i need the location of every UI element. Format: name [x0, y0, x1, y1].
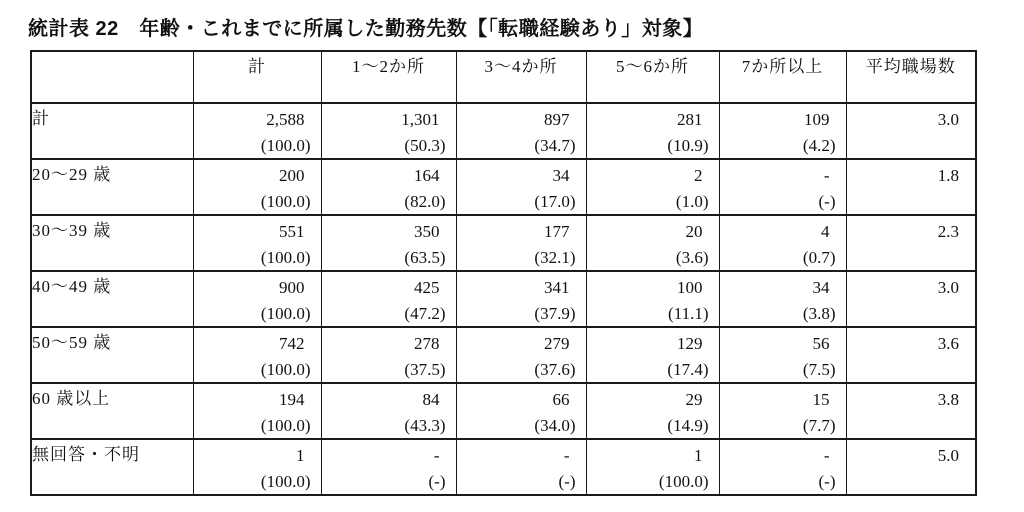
cell-value: 100 [677, 278, 703, 297]
cell-percentage: (14.9) [667, 416, 709, 435]
average-cell [846, 439, 976, 495]
data-cell [456, 215, 586, 271]
data-cell [193, 271, 321, 327]
cell-value: - [563, 446, 570, 465]
cell-value: 2 [694, 166, 703, 185]
cell-percentage: (1.0) [675, 192, 709, 211]
column-header-1-2: 1～2か所 [321, 51, 456, 103]
column-header-7plus: 7か所以上 [719, 51, 846, 103]
cell-value: 3.6 [937, 334, 959, 353]
data-cell [193, 439, 321, 495]
average-cell [846, 271, 976, 327]
data-cell [456, 271, 586, 327]
cell-value: 3.0 [937, 110, 959, 129]
cell-percentage: (-) [818, 192, 836, 211]
cell-value: 742 [279, 334, 305, 353]
table-title: 統計表 22 年齢・これまでに所属した勤務先数【「転職経験あり」対象】 [28, 18, 704, 40]
data-cell [193, 215, 321, 271]
table-row [31, 215, 976, 271]
cell-value: - [433, 446, 440, 465]
cell-percentage: (82.0) [404, 192, 446, 211]
table-row [31, 439, 976, 495]
cell-percentage: (10.9) [667, 136, 709, 155]
cell-percentage: (37.6) [534, 360, 576, 379]
cell-percentage: (100.0) [260, 416, 311, 435]
column-header-3-4: 3～4か所 [456, 51, 586, 103]
cell-percentage: (-) [818, 472, 836, 491]
cell-percentage: (100.0) [260, 360, 311, 379]
data-cell [193, 103, 321, 159]
data-cell [719, 215, 846, 271]
document-page [0, 12, 1024, 512]
cell-percentage: (37.9) [534, 304, 576, 323]
cell-percentage: (37.5) [404, 360, 446, 379]
cell-value: 350 [414, 222, 440, 241]
data-cell [719, 271, 846, 327]
table-row [31, 271, 976, 327]
cell-value: 84 [422, 390, 440, 409]
data-cell [586, 383, 719, 439]
data-cell [719, 439, 846, 495]
cell-value: 5.0 [937, 446, 959, 465]
cell-percentage: (100.0) [658, 472, 709, 491]
cell-value: 34 [812, 278, 830, 297]
table-row [31, 103, 976, 159]
row-label: 40～49 歳 [31, 271, 193, 327]
cell-value: 109 [804, 110, 830, 129]
average-cell [846, 215, 976, 271]
cell-value: - [823, 446, 830, 465]
cell-percentage: (17.4) [667, 360, 709, 379]
average-cell [846, 159, 976, 215]
cell-value: 15 [812, 390, 830, 409]
cell-percentage: (100.0) [260, 192, 311, 211]
cell-percentage: (34.7) [534, 136, 576, 155]
cell-percentage: (17.0) [534, 192, 576, 211]
column-header-total: 計 [193, 51, 321, 103]
cell-value: 1.8 [937, 166, 959, 185]
cell-percentage: (47.2) [404, 304, 446, 323]
cell-value: 4 [821, 222, 830, 241]
data-cell [193, 159, 321, 215]
cell-percentage: (7.7) [802, 416, 836, 435]
cell-percentage: (43.3) [404, 416, 446, 435]
cell-percentage: (34.0) [534, 416, 576, 435]
cell-value: 1,301 [401, 110, 440, 129]
cell-value: 341 [544, 278, 570, 297]
cell-percentage: (-) [558, 472, 576, 491]
data-cell [321, 439, 456, 495]
data-cell [456, 159, 586, 215]
cell-value: 897 [544, 110, 570, 129]
data-cell [719, 383, 846, 439]
cell-percentage: (100.0) [260, 304, 311, 323]
data-cell [719, 327, 846, 383]
cell-value: 281 [677, 110, 703, 129]
average-cell [846, 103, 976, 159]
row-label: 60 歳以上 [31, 383, 193, 439]
data-cell [586, 159, 719, 215]
data-cell [456, 383, 586, 439]
cell-percentage: (100.0) [260, 472, 311, 491]
cell-value: 194 [279, 390, 305, 409]
data-cell [321, 327, 456, 383]
data-cell [321, 159, 456, 215]
column-header-average: 平均職場数 [846, 51, 976, 103]
data-cell [586, 439, 719, 495]
data-cell [193, 383, 321, 439]
cell-value: 278 [414, 334, 440, 353]
cell-value: 66 [552, 390, 570, 409]
cell-percentage: (63.5) [404, 248, 446, 267]
data-cell [321, 103, 456, 159]
data-cell [586, 215, 719, 271]
cell-percentage: (100.0) [260, 248, 311, 267]
data-cell [321, 271, 456, 327]
cell-value: 20 [685, 222, 703, 241]
data-cell [586, 103, 719, 159]
cell-value: 279 [544, 334, 570, 353]
row-label: 20～29 歳 [31, 159, 193, 215]
cell-value: 3.8 [937, 390, 959, 409]
table-row [31, 159, 976, 215]
data-cell [456, 439, 586, 495]
data-cell [719, 159, 846, 215]
cell-value: 3.0 [937, 278, 959, 297]
data-cell [586, 327, 719, 383]
cell-percentage: (11.1) [668, 304, 709, 323]
cell-percentage: (4.2) [802, 136, 836, 155]
cell-percentage: (100.0) [260, 136, 311, 155]
cell-value: 2,588 [266, 110, 305, 129]
cell-value: 29 [685, 390, 703, 409]
cell-value: 2.3 [937, 222, 959, 241]
data-cell [456, 327, 586, 383]
table-row [31, 327, 976, 383]
cell-value: 56 [812, 334, 830, 353]
data-cell [586, 271, 719, 327]
column-header-empty [31, 51, 193, 103]
cell-percentage: (-) [428, 472, 446, 491]
cell-percentage: (0.7) [802, 248, 836, 267]
cell-percentage: (50.3) [404, 136, 446, 155]
cell-value: 164 [414, 166, 440, 185]
cell-value: 34 [552, 166, 570, 185]
data-cell [321, 383, 456, 439]
data-cell [456, 103, 586, 159]
cell-percentage: (7.5) [802, 360, 836, 379]
table-row [31, 383, 976, 439]
statistics-table [30, 50, 977, 496]
cell-percentage: (3.6) [675, 248, 709, 267]
row-label: 30～39 歳 [31, 215, 193, 271]
row-label: 無回答・不明 [31, 439, 193, 495]
row-label: 50～59 歳 [31, 327, 193, 383]
header-row [31, 51, 976, 103]
cell-value: 425 [414, 278, 440, 297]
cell-value: 200 [279, 166, 305, 185]
cell-value: 551 [279, 222, 305, 241]
data-cell [321, 215, 456, 271]
data-cell [719, 103, 846, 159]
average-cell [846, 327, 976, 383]
cell-value: - [823, 166, 830, 185]
cell-percentage: (32.1) [534, 248, 576, 267]
cell-value: 177 [544, 222, 570, 241]
average-cell [846, 383, 976, 439]
data-cell [193, 327, 321, 383]
row-label: 計 [31, 103, 193, 159]
cell-value: 129 [677, 334, 703, 353]
cell-percentage: (3.8) [802, 304, 836, 323]
cell-value: 1 [694, 446, 703, 465]
cell-value: 1 [296, 446, 305, 465]
cell-value: 900 [279, 278, 305, 297]
column-header-5-6: 5～6か所 [586, 51, 719, 103]
